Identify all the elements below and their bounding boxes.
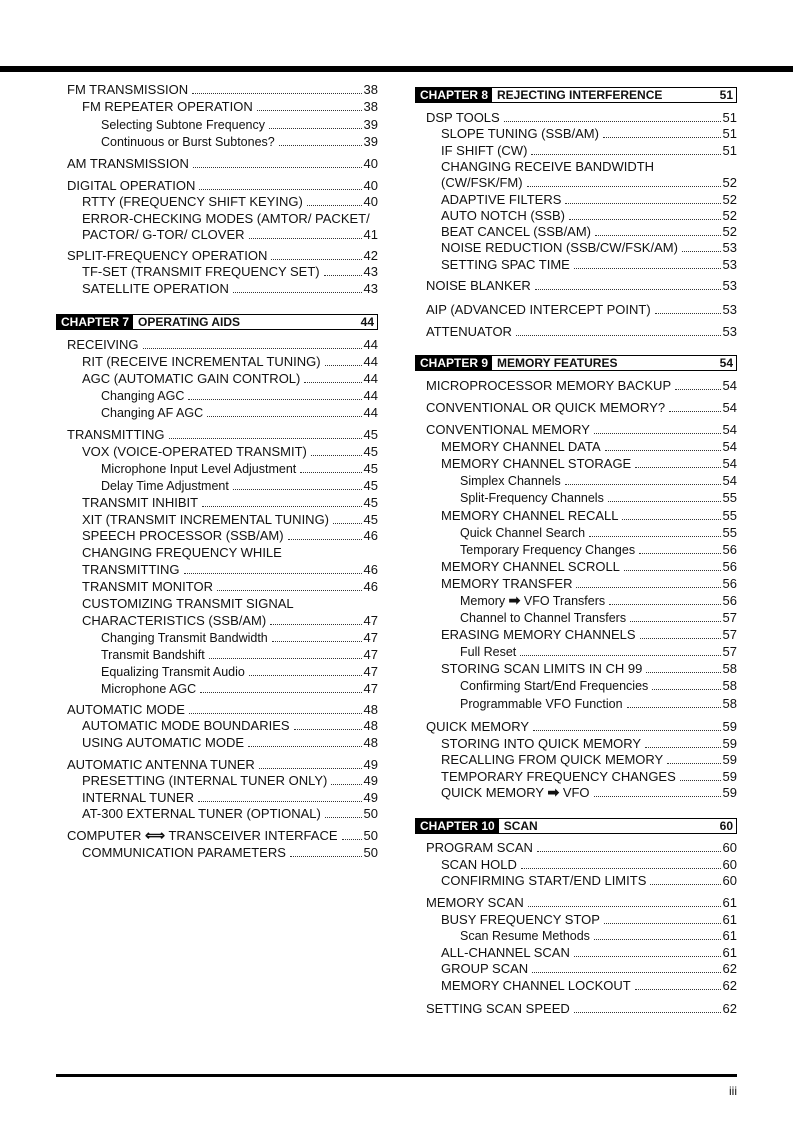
toc-page: 56	[722, 575, 737, 591]
toc-page: 45	[363, 443, 378, 459]
toc-entry[interactable]	[82, 545, 378, 561]
toc-entry[interactable]	[441, 143, 737, 159]
toc-title: Full Reset	[460, 645, 517, 660]
toc-page: 61	[722, 895, 737, 910]
toc-entry[interactable]	[426, 840, 737, 856]
toc-page: 51	[722, 110, 737, 125]
toc-page: 59	[722, 768, 737, 784]
toc-entry[interactable]	[441, 912, 737, 928]
chapter-8-header[interactable]	[415, 87, 737, 103]
toc-page: 49	[363, 757, 378, 772]
toc-entry[interactable]	[460, 490, 737, 506]
toc-entry[interactable]	[441, 559, 737, 575]
toc-entry[interactable]	[101, 681, 378, 697]
toc-title: TF-SET (TRANSMIT FREQUENCY SET)	[82, 264, 320, 280]
toc-entry[interactable]	[460, 928, 737, 944]
toc-entry[interactable]	[101, 461, 378, 477]
toc-title: RECALLING FROM QUICK MEMORY	[441, 752, 664, 768]
toc-entry[interactable]: ATTENUATOR 53	[426, 324, 737, 339]
toc-title: DSP TOOLS	[426, 110, 500, 125]
toc-entry[interactable]	[82, 264, 378, 280]
page-number: iii	[729, 1084, 737, 1098]
toc-entry[interactable]	[82, 211, 378, 227]
chapter-label: CHAPTER 7	[57, 315, 133, 329]
toc-title: Continuous or Burst Subtones?	[101, 134, 275, 149]
toc-page: 49	[363, 773, 378, 789]
toc-entry[interactable]	[441, 240, 737, 256]
toc-entry[interactable]: NOISE BLANKER 53	[426, 278, 737, 293]
toc-page: 46	[363, 528, 378, 544]
chapter-title: OPERATING AIDS	[138, 314, 241, 329]
toc-page: 40	[363, 194, 378, 210]
toc-title: SPEECH PROCESSOR (SSB/AM)	[82, 528, 284, 544]
toc-page: 55	[722, 524, 737, 540]
toc-entry[interactable]: SETTING SCAN SPEED 62	[426, 1001, 737, 1016]
toc-entry[interactable]	[82, 735, 378, 751]
toc-entry[interactable]	[441, 978, 737, 994]
toc-entry[interactable]	[441, 192, 737, 208]
toc-entry-computer-interface[interactable]: COMPUTER ⟺ TRANSCEIVER INTERFACE 50	[67, 827, 378, 843]
chapter-title: MEMORY FEATURES	[497, 355, 618, 370]
toc-page: 48	[363, 718, 378, 734]
toc-page: 58	[722, 678, 737, 694]
toc-page: 50	[363, 806, 378, 822]
chapter-page: 44	[360, 314, 374, 329]
chapter-label: CHAPTER 9	[416, 356, 492, 370]
toc-title: SATELLITE OPERATION	[82, 280, 229, 296]
toc-page: 60	[722, 856, 737, 872]
toc-title: NOISE REDUCTION (SSB/CW/FSK/AM)	[441, 240, 678, 256]
toc-title: RIT (RECEIVE INCREMENTAL TUNING)	[82, 353, 321, 369]
toc-title: Transmit Bandshift	[101, 647, 205, 662]
chapter-label: CHAPTER 10	[416, 819, 499, 833]
toc-entry[interactable]	[441, 224, 737, 240]
toc-entry[interactable]	[101, 134, 378, 150]
toc-page: 43	[363, 264, 378, 280]
toc-entry[interactable]	[67, 82, 378, 98]
toc-title: STORING INTO QUICK MEMORY	[441, 735, 642, 751]
toc-entry[interactable]	[460, 696, 737, 712]
toc-page: 44	[363, 370, 378, 386]
toc-title: FM REPEATER OPERATION	[82, 99, 253, 115]
toc-entry[interactable]	[82, 790, 378, 806]
toc-title: ERASING MEMORY CHANNELS	[441, 627, 636, 643]
toc-page: 56	[722, 541, 737, 557]
toc-title: ALL-CHANNEL SCAN	[441, 944, 570, 960]
toc-page: 38	[363, 82, 378, 97]
toc-title: ADAPTIVE FILTERS	[441, 191, 562, 207]
toc-entry[interactable]	[441, 175, 737, 191]
toc-title: MEMORY TRANSFER	[441, 575, 573, 591]
toc-title: IF SHIFT (CW)	[441, 142, 528, 158]
chapter-page: 60	[719, 818, 733, 833]
toc-title: CHANGING RECEIVE BANDWIDTH	[441, 158, 655, 174]
toc-page: 47	[363, 663, 378, 679]
toc-title: AT-300 EXTERNAL TUNER (OPTIONAL)	[82, 806, 321, 822]
toc-page: 62	[722, 978, 737, 993]
toc-entry[interactable]	[101, 478, 378, 494]
toc-title: Confirming Start/End Frequencies	[460, 679, 649, 694]
toc-title: ERROR-CHECKING MODES (AMTOR/ PACKET/	[82, 210, 370, 226]
toc-title: SPLIT-FREQUENCY OPERATION	[67, 248, 268, 263]
toc-entry[interactable]	[441, 439, 737, 455]
toc-page: 53	[722, 256, 737, 272]
toc-page: 41	[363, 226, 378, 242]
toc-entry[interactable]	[82, 528, 378, 544]
right-arrow-icon: ➡	[508, 592, 521, 608]
toc-title: TRANSMIT MONITOR	[82, 579, 213, 595]
toc-page: 47	[363, 612, 378, 628]
toc-title: RECEIVING	[67, 337, 139, 352]
toc-title: CHANGING FREQUENCY WHILE	[82, 545, 282, 561]
toc-entry[interactable]	[441, 159, 737, 175]
toc-entry[interactable]: COMMUNICATION PARAMETERS 50	[82, 845, 378, 860]
toc-title: Changing Transmit Bandwidth	[101, 630, 268, 645]
toc-title: TRANSMITTING	[67, 427, 165, 442]
toc-title: Channel to Channel Transfers	[460, 611, 627, 625]
toc-page: 44	[363, 404, 378, 420]
toc-page: 46	[363, 562, 378, 578]
toc-page: 45	[363, 511, 378, 527]
toc-title: Delay Time Adjustment	[101, 478, 229, 493]
toc-title: AUTOMATIC MODE	[67, 702, 185, 717]
toc-title: MEMORY CHANNEL LOCKOUT	[441, 978, 631, 993]
toc-title: QUICK MEMORY	[426, 719, 530, 734]
toc-page: 39	[363, 133, 378, 149]
toc-title: Selecting Subtone Frequency	[101, 117, 265, 132]
toc-entry[interactable]	[460, 678, 737, 694]
toc-title: VOX (VOICE-OPERATED TRANSMIT)	[82, 443, 307, 459]
toc-entry[interactable]	[441, 456, 737, 472]
toc-entry[interactable]	[460, 473, 737, 489]
toc-page: 55	[722, 507, 737, 523]
toc-page: 60	[722, 873, 737, 889]
right-arrow-icon: ➡	[547, 784, 560, 800]
toc-entry[interactable]	[441, 873, 737, 889]
toc-page: 47	[363, 629, 378, 645]
toc-entry[interactable]: AIP (ADVANCED INTERCEPT POINT) 53	[426, 302, 737, 317]
toc-title: TRANSMITTING	[82, 562, 180, 578]
toc-title: Equalizing Transmit Audio	[101, 664, 245, 679]
toc-entry[interactable]	[82, 562, 378, 578]
toc-title: DIGITAL OPERATION	[67, 178, 196, 193]
toc-entry[interactable]	[82, 281, 378, 297]
toc-entry[interactable]	[426, 422, 737, 438]
toc-entry[interactable]	[101, 117, 378, 133]
toc-page: 61	[722, 944, 737, 960]
toc-page: 47	[363, 680, 378, 696]
toc-title: Split-Frequency Channels	[460, 491, 604, 506]
toc-title: Microphone AGC	[101, 681, 197, 696]
toc-entry[interactable]: AM TRANSMISSION 40	[67, 156, 378, 171]
toc-title: AUTOMATIC MODE BOUNDARIES	[82, 718, 290, 734]
toc-title: AGC (AUTOMATIC GAIN CONTROL)	[82, 370, 301, 386]
toc-entry[interactable]	[67, 757, 378, 773]
toc-title: MEMORY CHANNEL STORAGE	[441, 456, 632, 472]
toc-entry[interactable]	[67, 178, 378, 194]
toc-entry[interactable]	[67, 702, 378, 718]
toc-title: AUTOMATIC ANTENNA TUNER	[67, 757, 255, 772]
toc-title: MEMORY CHANNEL DATA	[441, 439, 601, 455]
toc-page: 52	[722, 207, 737, 223]
toc-title: FM TRANSMISSION	[67, 82, 189, 97]
toc-entry[interactable]	[82, 579, 378, 595]
toc-page: 40	[363, 178, 378, 193]
toc-title: CONFIRMING START/END LIMITS	[441, 873, 647, 889]
toc-title: (CW/FSK/FM)	[441, 175, 523, 191]
toc-entry[interactable]	[101, 630, 378, 646]
toc-page: 44	[363, 337, 378, 352]
toc-entry[interactable]	[82, 194, 378, 210]
toc-entry[interactable]	[441, 208, 737, 224]
toc-entry[interactable]	[441, 508, 737, 524]
toc-entry[interactable]: CONVENTIONAL OR QUICK MEMORY? 54	[426, 400, 737, 415]
toc-entry[interactable]	[67, 248, 378, 264]
toc-page: 54	[722, 422, 737, 437]
toc-page: 49	[363, 789, 378, 805]
toc-entry[interactable]	[441, 661, 737, 677]
toc-page: 54	[722, 473, 737, 489]
chapter-10-header[interactable]	[415, 818, 737, 834]
toc-page: 59	[722, 719, 737, 734]
toc-title: Simplex Channels	[460, 474, 561, 489]
chapter-page: 54	[719, 355, 733, 370]
toc-entry[interactable]	[441, 961, 737, 977]
toc-entry[interactable]	[82, 99, 378, 115]
toc-page: 59	[722, 752, 737, 768]
toc-entry[interactable]	[441, 945, 737, 961]
toc-page: 62	[722, 961, 737, 977]
toc-entry[interactable]	[460, 610, 737, 626]
toc-page: 45	[363, 460, 378, 476]
toc-page: 57	[722, 627, 737, 643]
toc-title: CUSTOMIZING TRANSMIT SIGNAL	[82, 596, 294, 611]
toc-entry[interactable]	[82, 773, 378, 789]
toc-entry[interactable]	[101, 405, 378, 421]
chapter-label: CHAPTER 8	[416, 88, 492, 102]
chapter-title: REJECTING INTERFERENCE	[497, 87, 663, 102]
toc-page: 57	[722, 610, 737, 625]
toc-entry[interactable]	[441, 627, 737, 643]
toc-page: 54	[722, 439, 737, 455]
chapter-title: SCAN	[503, 818, 538, 833]
toc-page: 42	[363, 248, 378, 263]
toc-title: Changing AF AGC	[101, 405, 204, 420]
double-arrow-icon: ⟺	[145, 827, 166, 843]
toc-title: MEMORY CHANNEL RECALL	[441, 507, 619, 523]
toc-title: SCAN HOLD	[441, 856, 517, 872]
toc-page: 58	[722, 661, 737, 677]
toc-page: 60	[722, 840, 737, 855]
toc-page: 59	[722, 735, 737, 751]
toc-entry[interactable]	[82, 227, 378, 243]
toc-title: CONVENTIONAL MEMORY	[426, 422, 590, 437]
toc-page: 45	[363, 427, 378, 442]
toc-title: BEAT CANCEL (SSB/AM)	[441, 224, 592, 240]
toc-entry[interactable]	[82, 495, 378, 511]
toc-page: 48	[363, 734, 378, 750]
toc-entry[interactable]	[441, 576, 737, 592]
toc-page: 45	[363, 477, 378, 493]
toc-page: 44	[363, 353, 378, 369]
toc-entry[interactable]	[426, 895, 737, 911]
toc-page: 61	[722, 928, 737, 944]
toc-entry-quick-memory-vfo[interactable]: QUICK MEMORY ➡ VFO 59	[441, 784, 737, 800]
toc-entry[interactable]	[67, 337, 378, 353]
toc-title: XIT (TRANSMIT INCREMENTAL TUNING)	[82, 511, 330, 527]
toc-title: Scan Resume Methods	[460, 929, 590, 944]
toc-title: INTERNAL TUNER	[82, 789, 194, 805]
toc-title: CHARACTERISTICS (SSB/AM)	[82, 612, 267, 628]
toc-entry[interactable]	[82, 512, 378, 528]
chapter-7-header[interactable]	[56, 314, 378, 330]
toc-entry[interactable]	[441, 126, 737, 142]
toc-entry[interactable]	[101, 388, 378, 404]
toc-entry[interactable]	[101, 664, 378, 680]
toc-entry[interactable]: MICROPROCESSOR MEMORY BACKUP 54	[426, 378, 737, 393]
toc-title: Temporary Frequency Changes	[460, 542, 636, 557]
toc-entry[interactable]	[460, 644, 737, 660]
toc-title: Programmable VFO Function	[460, 696, 623, 711]
toc-page: 52	[722, 175, 737, 191]
toc-title: GROUP SCAN	[441, 961, 529, 977]
toc-page: 44	[363, 387, 378, 403]
toc-title: SLOPE TUNING (SSB/AM)	[441, 126, 599, 142]
toc-entry[interactable]	[426, 719, 737, 735]
toc-entry[interactable]	[441, 857, 737, 873]
toc-title: BUSY FREQUENCY STOP	[441, 911, 600, 927]
toc-entry[interactable]	[82, 596, 378, 612]
toc-title: PROGRAM SCAN	[426, 840, 533, 855]
toc-page: 53	[722, 240, 737, 256]
toc-entry[interactable]	[441, 257, 737, 273]
toc-page: 54	[722, 456, 737, 472]
header-rule	[0, 66, 793, 72]
toc-entry[interactable]	[82, 371, 378, 387]
toc-title: Microphone Input Level Adjustment	[101, 461, 297, 476]
toc-page: 51	[722, 142, 737, 158]
toc-page: 39	[363, 116, 378, 132]
toc-page: 47	[363, 646, 378, 662]
toc-page: 61	[722, 911, 737, 927]
toc-title: RTTY (FREQUENCY SHIFT KEYING)	[82, 194, 303, 210]
toc-entry[interactable]	[441, 752, 737, 768]
toc-title: PACTOR/ G-TOR/ CLOVER	[82, 226, 245, 242]
toc-title: USING AUTOMATIC MODE	[82, 734, 245, 750]
toc-title: MEMORY CHANNEL SCROLL	[441, 558, 620, 574]
toc-page: 48	[363, 702, 378, 717]
toc-page: 58	[722, 695, 737, 711]
toc-entry[interactable]	[82, 354, 378, 370]
toc-entry[interactable]	[426, 110, 737, 126]
toc-page: 57	[722, 644, 737, 660]
toc-title: AUTO NOTCH (SSB)	[441, 207, 565, 223]
toc-entry[interactable]	[101, 647, 378, 663]
toc-title: TEMPORARY FREQUENCY CHANGES	[441, 768, 676, 784]
chapter-page: 51	[719, 87, 733, 102]
toc-title: PRESETTING (INTERNAL TUNER ONLY)	[82, 773, 328, 789]
footer-rule	[56, 1074, 737, 1077]
toc-entry[interactable]	[82, 806, 378, 822]
toc-entry[interactable]	[67, 427, 378, 443]
toc-entry[interactable]	[460, 525, 737, 541]
toc-title: Changing AGC	[101, 388, 185, 403]
toc-page: 51	[722, 126, 737, 142]
toc-page: 46	[363, 579, 378, 595]
toc-entry-memory-vfo-transfers[interactable]: Memory ➡ VFO Transfers 56	[460, 592, 737, 608]
toc-page: 52	[722, 224, 737, 240]
toc-entry[interactable]	[82, 613, 378, 629]
toc-title: TRANSMIT INHIBIT	[82, 494, 199, 510]
toc-entry[interactable]	[82, 718, 378, 734]
toc-page: 55	[722, 490, 737, 506]
toc-title: MEMORY SCAN	[426, 895, 524, 910]
toc-title: STORING SCAN LIMITS IN CH 99	[441, 661, 643, 677]
toc-page: 45	[363, 494, 378, 510]
toc-title: SETTING SPAC TIME	[441, 256, 570, 272]
toc-page: 38	[363, 99, 378, 115]
toc-page: 43	[363, 280, 378, 296]
toc-page: 52	[722, 191, 737, 207]
toc-entry[interactable]	[460, 542, 737, 558]
toc-entry[interactable]	[441, 736, 737, 752]
toc-entry[interactable]	[82, 444, 378, 460]
toc-entry[interactable]	[441, 769, 737, 785]
toc-page: 56	[722, 558, 737, 574]
chapter-9-header[interactable]	[415, 355, 737, 371]
toc-title: Quick Channel Search	[460, 525, 586, 540]
